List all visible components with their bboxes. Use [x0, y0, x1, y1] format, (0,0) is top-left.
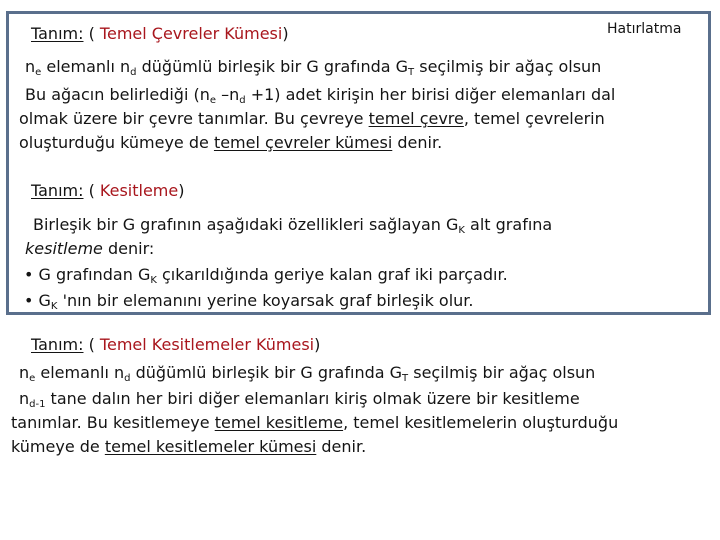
term-kesitleme: kesitleme	[25, 239, 103, 258]
definition-3-name: Temel Kesitlemeler Kümesi	[99, 335, 315, 354]
definition-2-bullet-1: • G grafından $G_K$ çıkarıldığında geriye kalan graf iki parçadır.	[24, 265, 508, 286]
term-temel-kesitlemeler-kumesi: temel kesitlemeler kümesi	[104, 437, 317, 456]
term-temel-cevre: temel çevre	[368, 109, 464, 128]
definition-1-name: Temel Çevreler Kümesi	[99, 24, 283, 43]
reminder-label: Hatırlatma	[607, 21, 682, 37]
definition-3-line-4: kümeye de temel kesitlemeler kümesi denir.	[11, 437, 367, 456]
definition-2-title: Tanım: ( Kesitleme)	[31, 181, 185, 200]
definition-1-prefix: Tanım:	[31, 24, 84, 43]
definition-1-line-2: Bu ağacın belirlediği ($n_e$ $-n_d +1$) adet kirişin her birisi diğer elemanları dal	[25, 85, 616, 106]
definition-2-bullet-2: • $G_K$ 'nın bir elemanını yerine koyarsak graf birleşik olur.	[24, 291, 474, 312]
definition-3-line-1: $n_e$ elemanlı $n_d$ düğümlü birleşik bir G grafında $G_T$ seçilmiş bir ağaç olsun	[19, 363, 596, 384]
definition-1-line-1: $n_e$ elemanlı $n_d$ düğümlü birleşik bir G grafında $G_T$ seçilmiş bir ağaç olsun	[25, 57, 602, 78]
definition-1-line-3: olmak üzere bir çevre tanımlar. Bu çevreye temel çevre, temel çevrelerin	[19, 109, 605, 128]
definition-1-line-4: oluşturduğu kümeye de temel çevreler kümesi denir.	[19, 133, 443, 152]
term-temel-kesitleme: temel kesitleme	[214, 413, 344, 432]
definition-2-line-1: Birleşik bir G grafının aşağıdaki özellikleri sağlayan $G_K$ alt grafına	[33, 215, 553, 236]
definition-2-prefix: Tanım:	[31, 181, 84, 200]
definition-2-name: Kesitleme	[99, 181, 179, 200]
definition-1-title: Tanım: ( Temel Çevreler Kümesi)	[31, 24, 289, 43]
definition-3-line-3: tanımlar. Bu kesitlemeye temel kesitleme, temel kesitlemelerin oluşturduğu	[11, 413, 619, 432]
definition-2-line-2: kesitleme denir:	[25, 239, 155, 258]
definition-3-prefix: Tanım:	[31, 335, 84, 354]
definition-3-title: Tanım: ( Temel Kesitlemeler Kümesi)	[31, 335, 321, 354]
term-temel-cevreler-kumesi: temel çevreler kümesi	[213, 133, 393, 152]
definition-3-line-2: $n_{d-1}$ tane dalın her biri diğer elemanları kiriş olmak üzere bir kesitleme	[19, 389, 580, 410]
